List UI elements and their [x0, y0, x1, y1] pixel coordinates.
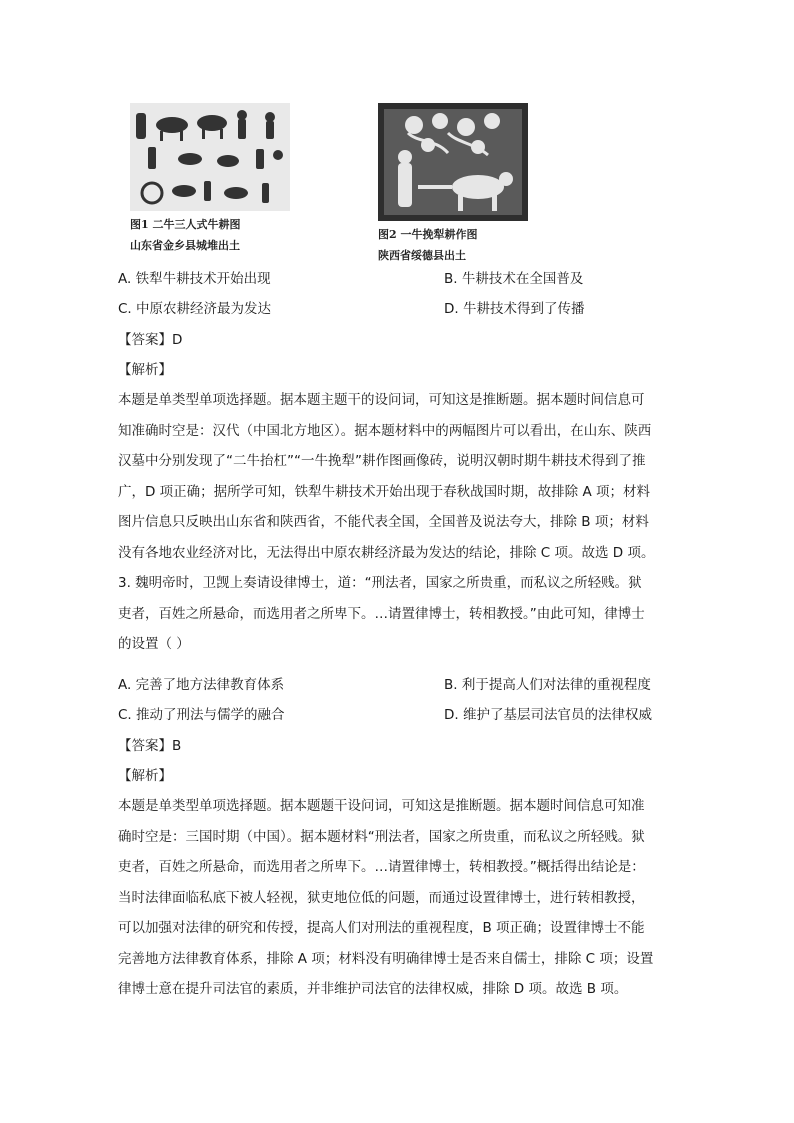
figure-1-image: [130, 103, 290, 211]
q2-analysis-line: 知准确时空是：汉代（中国北方地区）。据本题材料中的两幅图片可以看出，在山东、陕西: [118, 422, 652, 439]
q2-option-d: D. 牛耕技术得到了传播: [444, 301, 585, 317]
q2-analysis: [118, 385, 678, 568]
q2-analysis-line: 汉墓中分别发现了“二牛抬杠”“一牛挽犁”耕作图画像砖，说明汉朝时期牛耕技术得到了推: [118, 453, 646, 469]
figure-1-caption-line2: 山东省金乡县城堆出土: [130, 239, 240, 252]
q2-answer: 【答案】D: [118, 332, 183, 348]
q3-analysis-line: 当时法律面临私底下被人轻视，狱吏地位低的问题，而通过设置律博士，进行转相教授，: [118, 889, 645, 906]
figures-row: [130, 103, 530, 263]
q3-option-b: B. 利于提高人们对法律的重视程度: [444, 677, 651, 693]
q3-option-d: D. 维护了基层司法官员的法律权威: [444, 707, 652, 723]
q3-analysis-line: 确时空是：三国时期（中国）。据本题材料“刑法者，国家之所贵重，而私议之所轻贱。狱: [118, 828, 645, 845]
q3-analysis-line: 可以加强对法律的研究和传授，提高人们对刑法的重视程度，B 项正确；设置律博士不能: [118, 920, 645, 936]
q2-analysis-line: 图片信息只反映出山东省和陕西省，不能代表全国，全国普及说法夸大，排除 B 项；材料: [118, 514, 649, 530]
q3-stem-line: 的设置（ ）: [118, 636, 190, 652]
figure-2-caption-line2: 陕西省绥德县出土: [378, 249, 466, 262]
figure-2-caption-line1: 图2 一牛挽犁耕作图: [378, 228, 478, 241]
q3-stem-line: 吏者，百姓之所悬命，而选用者之所卑下。…请置律博士，转相教授。”由此可知，律博士: [118, 605, 645, 622]
q3-option-a: A. 完善了地方法律教育体系: [118, 677, 285, 693]
figure-1-caption-line1: 图1 二牛三人式牛耕图: [130, 218, 241, 231]
q2-option-b: B. 牛耕技术在全国普及: [444, 271, 584, 287]
q3-analysis: [118, 791, 678, 1005]
q3-analysis-line: 完善地方法律教育体系，排除 A 项；材料没有明确律博士是否来自儒士，排除 C 项；设置: [118, 950, 654, 967]
q2-analysis-line: 本题是单类型单项选择题。据本题主题干的设问词，可知这是推断题。据本题时间信息可: [118, 392, 645, 408]
figure-2: [378, 103, 528, 263]
q3-analysis-line: 律博士意在提升司法官的素质，并非维护司法官的法律权威，排除 D 项。故选 B 项。: [118, 981, 628, 997]
q2-analysis-line: 广，D 项正确；据所学可知，铁犁牛耕技术开始出现于春秋战国时期，故排除 A 项；材料: [118, 483, 651, 500]
q2-option-a: A. 铁犁牛耕技术开始出现: [118, 271, 271, 287]
q3-answer: 【答案】B: [118, 738, 182, 754]
figure-2-image: [378, 103, 528, 221]
q3-analysis-title: 【解析】: [118, 768, 172, 784]
q2-analysis-line: 没有各地农业经济对比，无法得出中原农耕经济最为发达的结论，排除 C 项。故选 D 项。: [118, 544, 655, 561]
q2-analysis-title: 【解析】: [118, 362, 172, 378]
q3-option-c: C. 推动了刑法与儒学的融合: [118, 707, 285, 723]
q3-analysis-line: 本题是单类型单项选择题。据本题题干设问词，可知这是推断题。据本题时间信息可知准: [118, 798, 645, 814]
q3-stem-line: 3. 魏明帝时，卫觊上奏请设律博士，道：“刑法者，国家之所贵重，而私议之所轻贱。狱: [118, 575, 642, 591]
q3-analysis-line: 吏者，百姓之所悬命，而选用者之所卑下。…请置律博士，转相教授。”概括得出结论是：: [118, 859, 645, 875]
q2-option-c: C. 中原农耕经济最为发达: [118, 301, 272, 317]
q3-stem: [118, 568, 678, 660]
figure-1: [130, 103, 300, 253]
